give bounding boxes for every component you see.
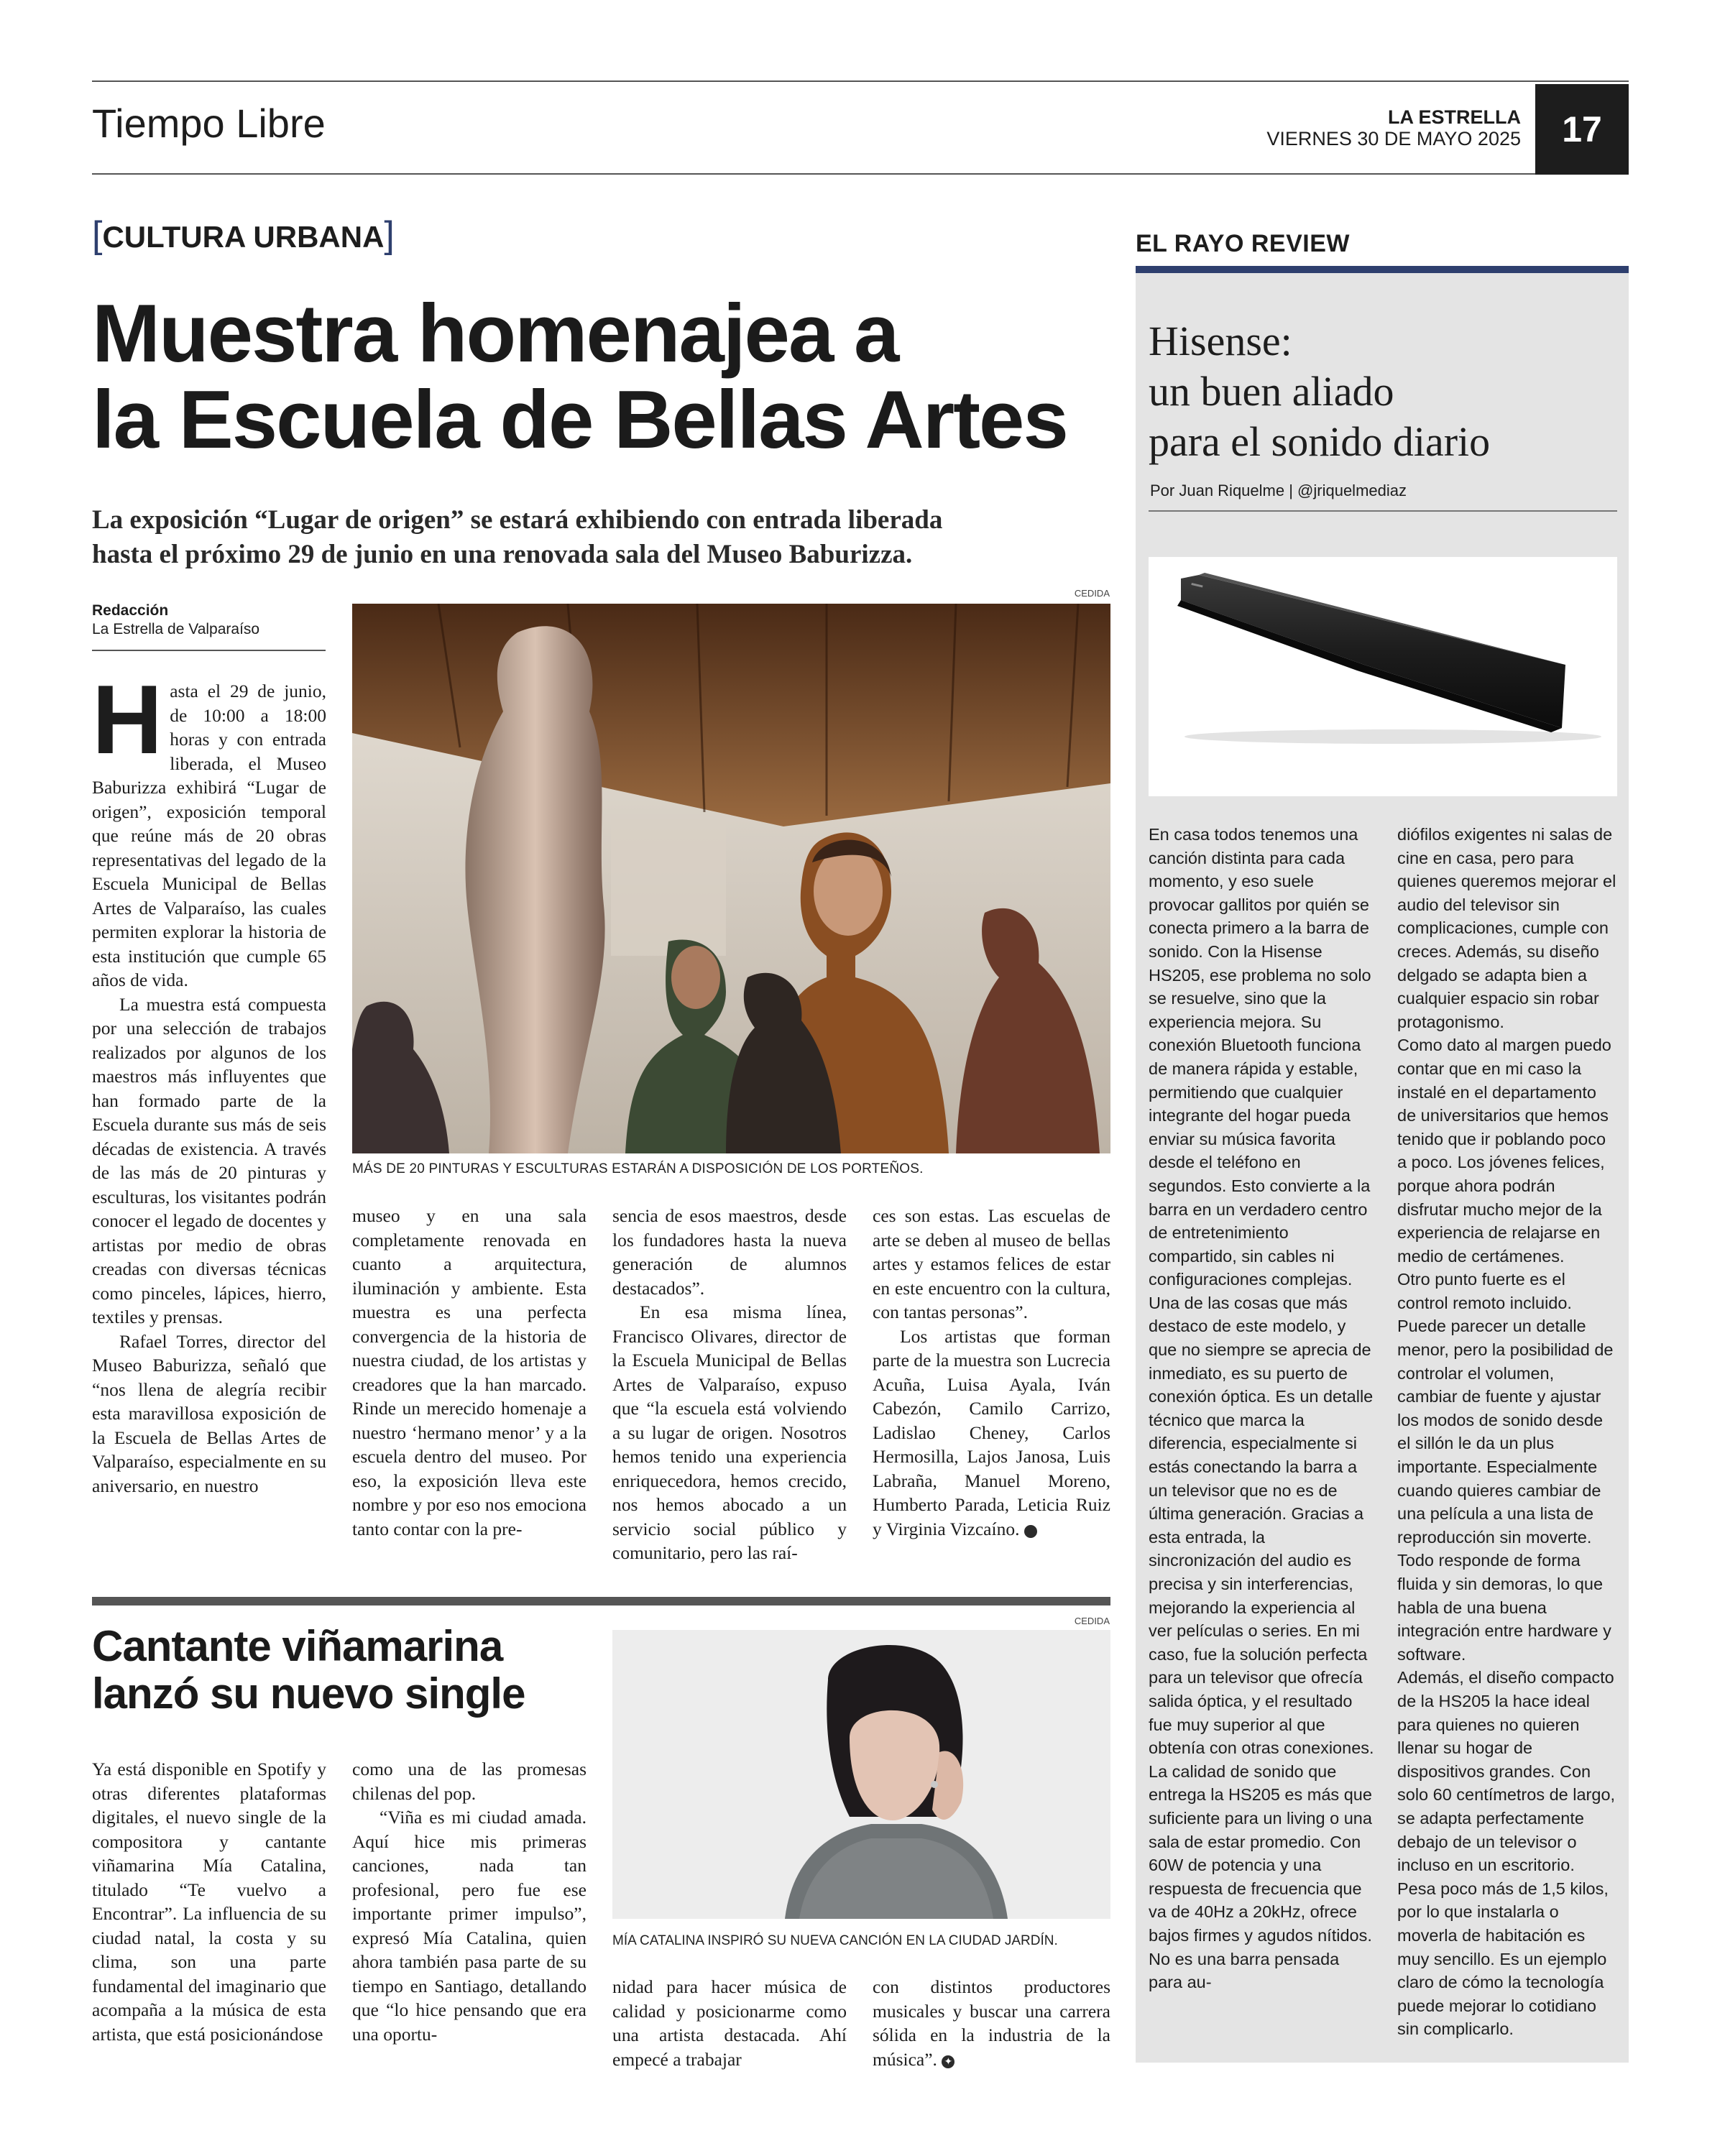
review-paragraph-2: Una de las cosas que más destaco de este modelo, y que no siempre se aprecia de inmediato, es su puerto de conexión óptica. Es un detalle técnico que marca la diferencia, especialmente si estás conectando la barra a un televisor que no es de última generación. Gracias a esta entrada, la sincronización del audio es precisa y sin interferencias, mejorando la experiencia al ver películas o series. En mi caso, fue la solución perfecta para un televisor que ofrecía salida óptica, y el resultado fue muy superior al que obtenía con otras conexiones. (1149, 1293, 1374, 1758)
second-photo-caption: MÍA CATALINA INSPIRÓ SU NUEVA CANCIÓN EN LA CIUDAD JARDÍN. (612, 1933, 1058, 1948)
byline-rule (92, 650, 326, 651)
review-paragraph-7: Además, el diseño compacto de la HS205 la hace ideal para quienes no quieren llenar su hogar de dispositivos grandes. Con solo 60 centímetros de largo, se adapta perfectamente debajo de un televisor o incluso en un escritorio. Pesa poco más de 1,5 kilos, por lo que instalarla o moverla de habitación es muy sencillo. Es un ejemplo claro de cómo la tecnología puede mejorar lo cotidiano sin complicarlo. (1397, 1668, 1616, 2039)
column-2-text: museo y en una sala completamente renovada en cuanto a arquitectura, iluminación y ambiente. Esta muestra es una perfecta convergencia de la historia de nuestra ciudad, de los artistas y creadores que la han marcado. Rinde un merecido homenaje a nuestro ‘hermano menor’ y a la escuela dentro del museo. Por eso, la exposición lleva este nombre y por eso nos emociona tanto contar con la pre- (352, 1205, 586, 1539)
review-byline-rule (1149, 510, 1617, 512)
soundbar-icon (1149, 557, 1617, 796)
second-headline (92, 1623, 525, 1718)
second-column-4 (873, 1975, 1110, 2084)
review-column-2 (1397, 823, 1617, 2045)
second-end-mark-icon: ✦ (942, 2055, 954, 2068)
review-section-label: EL RAYO REVIEW (1136, 230, 1350, 257)
second-column-3-text: nidad para hacer música de calidad y posicionarme como una artista destacada. Ahí empecé a trabajar (612, 1976, 847, 2070)
second-column-1 (92, 1757, 326, 2084)
article-column-2 (352, 1204, 586, 1588)
exhibition-photo-art (352, 604, 1110, 1153)
paragraph-3: Rafael Torres, director del Museo Baburizza, señaló que “nos llena de alegría recibir esta maravillosa exposición de la Escuela de Bellas Artes de Valparaíso, especialmente en su aniversario, en nuestro (92, 1330, 326, 1496)
page-number-box (1535, 84, 1629, 175)
second-column-2-text-a: como una de las promesas chilenas del pop. (352, 1759, 586, 1804)
review-column-1 (1149, 823, 1376, 2045)
issue-date: VIERNES 30 DE MAYO 2025 (1266, 128, 1521, 149)
exhibition-photo (352, 604, 1110, 1153)
second-column-4-text: con distintos productores musicales y buscar una carrera sólida en la industria de la música”. (873, 1976, 1110, 2070)
review-paragraph-1: En casa todos tenemos una canción distinta para cada momento, y eso suele provocar gallitos por quién se conecta primero a la barra de sonido. Con la Hisense HS205, ese problema no solo se resuelve, sino que la experiencia mejora. Su conexión Bluetooth funciona de manera rápida y estable, permitiendo que cualquier integrante del hogar pueda enviar su música favorita desde el teléfono en segundos. Esto convierte a la barra en un verdadero centro de entretenimiento compartido, sin cables ni configuraciones complejas. (1149, 825, 1371, 1289)
article-divider (92, 1597, 1110, 1606)
dropcap: H (92, 679, 163, 774)
end-mark-icon: ✦ (1024, 1525, 1037, 1538)
review-headline (1149, 316, 1490, 467)
review-top-rule (1136, 266, 1629, 273)
article-column-4 (873, 1204, 1110, 1588)
deck-line-1: La exposición “Lugar de origen” se estará exhibiendo con entrada liberada (92, 505, 943, 535)
singer-photo-art (612, 1630, 1110, 1919)
paper-name: LA ESTRELLA (1388, 106, 1521, 128)
photo-credit: CEDIDA (1074, 588, 1110, 599)
soundbar-image (1149, 557, 1617, 796)
second-headline-line-1: Cantante viñamarina (92, 1622, 503, 1670)
second-headline-line-2: lanzó su nuevo single (92, 1669, 525, 1718)
kicker-text: CULTURA URBANA (102, 220, 385, 254)
second-column-1-text: Ya está disponible en Spotify y otras diferentes plataformas digitales, el nuevo single de la compositora y cantante viñamarina Mía Catalina, titulado “Te vuelvo a Encontrar”. La influencia de su ciudad natal, la costa y su clima, son una parte fundamental del imaginario que acompaña a la música de esta artista, que está posicionándose (92, 1759, 326, 2045)
page-number: 17 (1562, 109, 1602, 149)
second-column-3 (612, 1975, 847, 2084)
header-bottom-rule (92, 173, 1535, 175)
article-column-3 (612, 1204, 847, 1588)
deck-line-2: hasta el próximo 29 de junio en una renovada sala del Museo Baburizza. (92, 540, 913, 569)
review-headline-line-1: Hisense: (1149, 318, 1292, 364)
second-column-2-text-b: “Viña es mi ciudad amada. Aquí hice mis primeras canciones, nada tan profesional, pero fue ese importante primer impulso”, expresó Mía Catalina, quien ahora también pasa parte de su tiempo en Santiago, detallando que “lo hice pensando que era una oportu- (352, 1807, 586, 2045)
review-paragraph-6: Otro punto fuerte es el control remoto incluido. Puede parecer un detalle menor, pero la posibilidad de controlar el volumen, cambiar de fuente y ajustar los modos de sonido desde el sillón le da un plus importante. Especialmente cuando quieres cambiar de una película a una lista de reproducción sin moverte. Todo responde de forma fluida y sin demoras, lo que habla de una buena integración entre hardware y software. (1397, 1270, 1614, 1664)
column-3-text-a: sencia de esos maestros, desde los fundadores hasta la nueva generación de alumnos destacados”. (612, 1205, 847, 1299)
headline-line-2: la Escuela de Bellas Artes (92, 374, 1067, 466)
top-rule (92, 80, 1629, 82)
byline-org: La Estrella de Valparaíso (92, 621, 260, 637)
headline-line-1: Muestra homenajea a (92, 288, 898, 379)
review-paragraph-5: Como dato al margen puedo contar que en mi caso la instalé en el departamento de universitarios que hemos tenido que ir poblando poco a poco. Los jóvenes felices, porque ahora podrán disfrutar mucho mejor de la experiencia de relajarse en medio de certámenes. (1397, 1036, 1611, 1266)
main-headline (92, 288, 1067, 466)
main-deck (92, 503, 942, 572)
kicker: [CULTURA URBANA] (92, 214, 395, 256)
review-byline: Por Juan Riquelme | @jriquelmediaz (1150, 482, 1407, 499)
column-4-text-a: ces son estas. Las escuelas de arte se deben al museo de bellas artes y estamos felices de estar en este encuentro con la cultura, con tantas personas”. (873, 1205, 1110, 1322)
column-3-text-b: En esa misma línea, Francisco Olivares, director de la Escuela Municipal de Bellas Artes de Valparaíso, expuso que “la escuela está volviendo a su lugar de origen. Nosotros hemos tenido una experiencia enriquecedora, hemos crecido, nos hemos abocado a un servicio social público y comunitario, pero las raí- (612, 1302, 847, 1563)
article-column-1 (92, 679, 326, 1588)
column-4-text-b: Los artistas que forman parte de la muestra son Lucrecia Acuña, Luisa Ayala, Iván Cabezón, Camilo Carrizo, Ladislao Cheney, Carlos Hermosilla, Lajos Janosa, Luis Labraña, Manuel Moreno, Humberto Parada, Leticia Ruiz y Virginia Vizcaíno. (873, 1325, 1110, 1539)
paragraph-1: asta el 29 de junio, de 10:00 a 18:00 horas y con entrada liberada, el Museo Baburizza exhibirá “Lugar de origen”, exposición temporal que reúne más de 20 obras representativas del legado de la Escuela Municipal de Bellas Artes de Valparaíso, las cuales permiten explorar la historia de esta institución que cumple 65 años de vida. (92, 681, 326, 990)
review-paragraph-3: La calidad de sonido que entrega la HS205 es más que suficiente para un living o una sala de estar promedio. Con 60W de potencia y una respuesta de frecuencia que va de 40Hz a 20kHz, ofrece bajos firmes y agudos nítidos. No es una barra pensada para au- (1149, 1761, 1372, 1992)
singer-photo (612, 1630, 1110, 1919)
photo-caption: MÁS DE 20 PINTURAS Y ESCULTURAS ESTARÁN A DISPOSICIÓN DE LOS PORTEÑOS. (352, 1161, 924, 1176)
section-title: Tiempo Libre (92, 101, 326, 146)
byline-name: Redacción (92, 602, 169, 619)
paragraph-2: La muestra está compuesta por una selección de trabajos realizados por algunos de los maestros más influyentes que han formado parte de la Escuela durante sus más de seis décadas de existencia. A través de las más de 20 pinturas y esculturas, los visitantes podrán conocer el legado de docentes y artistas por medio de obras creadas con diversas técnicas como pinceles, lápices, hierro, textiles y prensas. (92, 993, 326, 1327)
second-photo-credit: CEDIDA (1074, 1616, 1110, 1626)
second-column-2 (352, 1757, 586, 2084)
review-paragraph-4: diófilos exigentes ni salas de cine en casa, pero para quienes queremos mejorar el audio del televisor sin complicaciones, cumple con creces. Además, su diseño delgado se adapta bien a cualquier espacio sin robar protagonismo. (1397, 825, 1616, 1031)
review-headline-line-3: para el sonido diario (1149, 418, 1491, 465)
review-headline-line-2: un buen aliado (1149, 368, 1394, 415)
